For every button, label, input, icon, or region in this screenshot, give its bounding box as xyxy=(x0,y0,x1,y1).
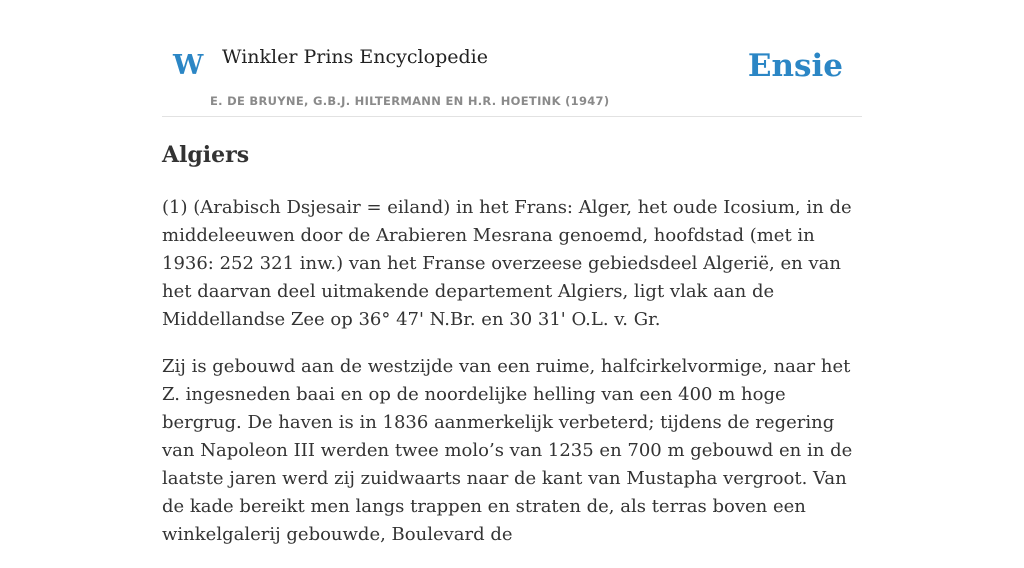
article-content xyxy=(162,140,862,568)
article-paragraph: (1) (Arabisch Dsjesair = eiland) in het Frans: Alger, het oude Icosium, in de middeleeuwen door de Arabieren Mesrana genoemd, hoofdstad (met in 1936: 252 321 inw.) van het Franse overzeese gebiedsdeel Algerië, en van het daarvan deel uitmakende departement Algiers, ligt vlak aan de Middellandse Zee op 36° 47' N.Br. en 30 31' O.L. v. Gr. xyxy=(162,197,852,330)
article-paragraph: Zij is gebouwd aan de westzijde van een ruime, halfcirkelvormige, naar het Z. ingesneden baai en op de noordelijke helling van een 400 m hoge bergrug. De haven is in 1836 aanmerkelijk verbeterd; tijdens de regering van Napoleon III werden twee molo’s van 1235 en 700 m gebouwd en in de laatste jaren werd zij zuidwaarts naar de kant van Mustapha vergroot. Van de kade bereikt men langs trappen en straten de, als terras boven een winkelgalerij gebouwde, Boulevard de xyxy=(162,356,853,545)
source-title[interactable]: Winkler Prins Encyclopedie xyxy=(222,46,488,68)
source-logo[interactable]: W xyxy=(173,50,204,81)
source-header xyxy=(162,0,862,117)
source-authors: E. DE BRUYNE, G.B.J. HILTERMANN EN H.R. HOETINK (1947) xyxy=(210,94,610,108)
brand-logo[interactable]: Ensie xyxy=(747,48,843,84)
article-title: Algiers xyxy=(162,142,250,168)
